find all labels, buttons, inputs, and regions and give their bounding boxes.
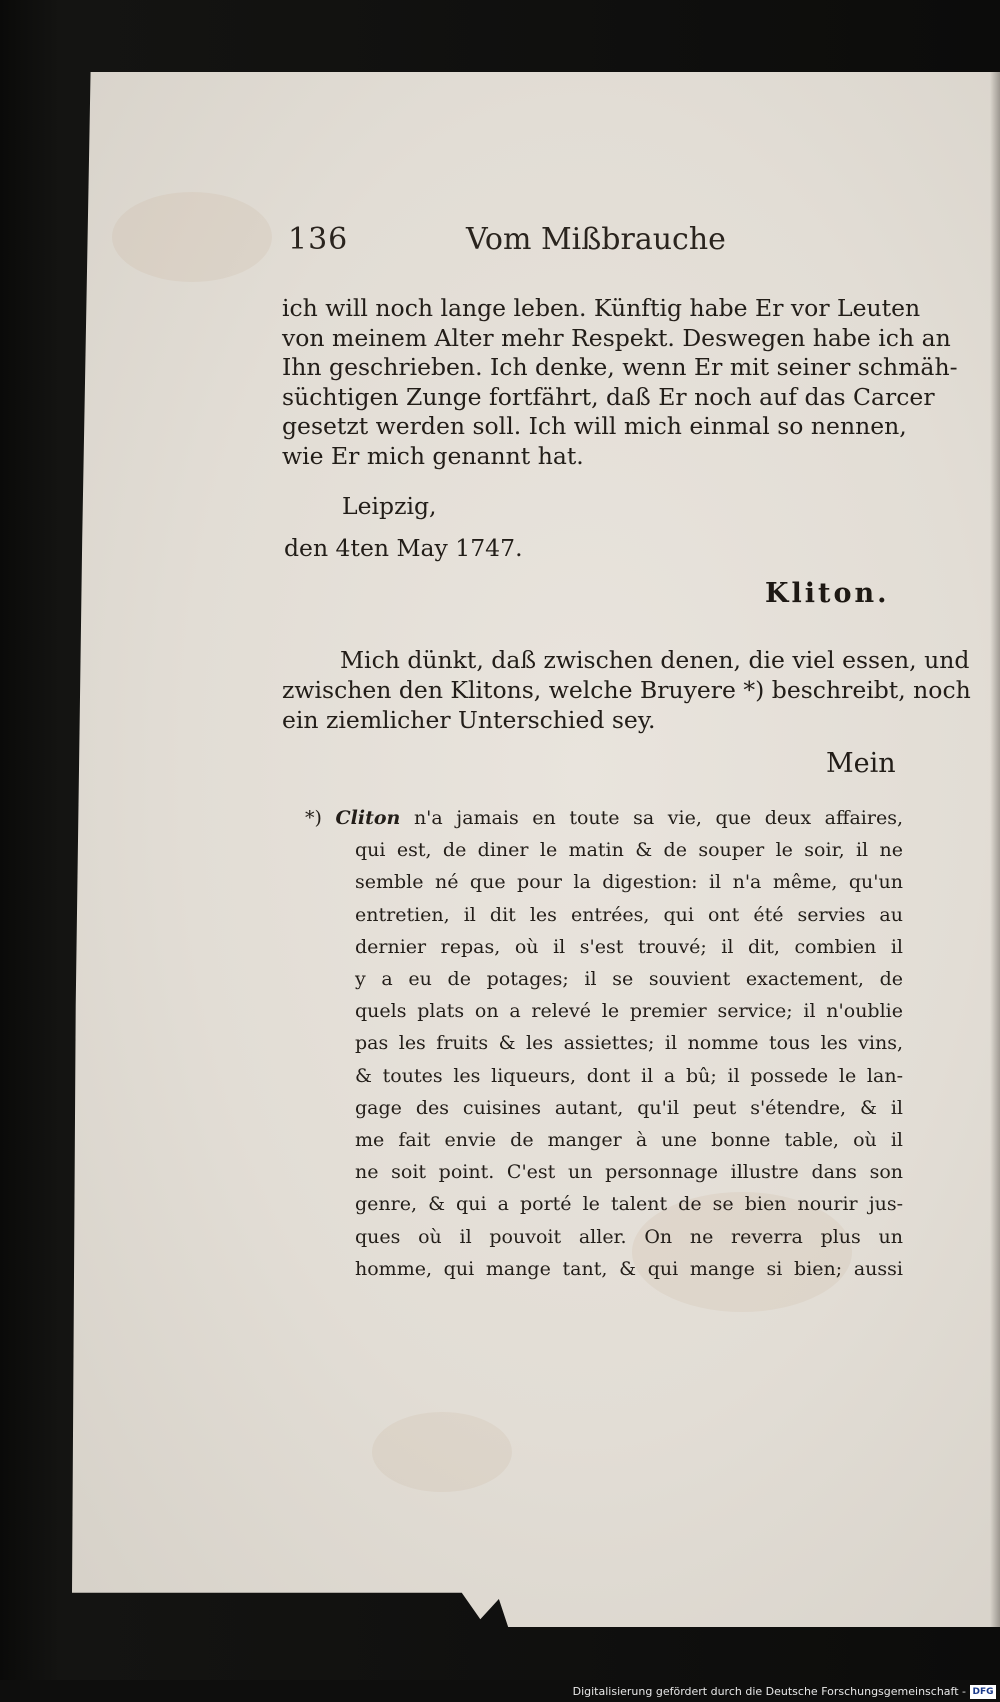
footnote-line: dernier repas, où il s'est trouvé; il dit, combien il [355,935,903,958]
footnote-name: Cliton [335,807,401,829]
catchword: Mein [826,748,896,779]
page-number: 136 [288,222,349,257]
footnote-line: genre, & qui a porté le talent de se bien nourir jus- [355,1193,903,1216]
commentary-paragraph [282,645,971,735]
footnote-line: y a eu de potages; il se souvient exactement, de [355,968,903,991]
footnote-first-line [305,802,903,834]
footnote-line: gage des cuisines autant, qu'il peut s'étendre, & il [355,1096,903,1119]
footnote-line: qui est, de diner le matin & de souper le soir, il ne [355,839,903,862]
running-head [288,222,916,262]
text-line: ich will noch lange leben. Künftig habe Er vor Leuten [282,294,921,322]
footnote-line: entretien, il dit les entrées, qui ont été servies au [355,903,903,926]
letter-date: den 4ten May 1747. [284,534,523,562]
footnote-line: ques où il pouvoit aller. On ne reverra plus un [355,1225,903,1248]
text-line: von meinem Alter mehr Respekt. Deswegen habe ich an [282,323,951,352]
footnote-line: quels plats on a relevé le premier service; il n'oublie [355,1000,903,1023]
text-line: Ihn geschrieben. Ich denke, wenn Er mit seiner schmäh- [282,353,958,381]
footnote-line: & toutes les liqueurs, dont il a bû; il possede le lan- [355,1064,903,1087]
funding-credit: Digitalisierung gefördert durch die Deutsche Forschungsgemeinschaft - [572,1685,966,1698]
letter-place: Leipzig, [342,492,437,520]
text-line: wie Er mich genannt hat. [282,441,584,470]
credit-bar [0,1680,1000,1702]
footnote-line: pas les fruits & les assiettes; il nomme tous les vins, [355,1032,903,1055]
footnote-line: homme, qui mange tant, & qui mange si bien; aussi [355,1257,903,1280]
paper-stain [372,1412,512,1492]
footnote-line: ne soit point. C'est un personnage illustre dans son [355,1161,903,1184]
running-title: Vom Mißbrauche [466,222,726,257]
letter-signature: Kliton. [765,578,890,609]
text-line: zwischen den Klitons, welche Bruyere *) beschreibt, noch [282,676,971,704]
footnote-line: me fait envie de manger à une bonne table, où il [355,1129,903,1152]
paper-stain [112,192,272,282]
dfg-logo-icon: DFG [970,1685,996,1699]
footnote-text: n'a jamais en toute sa vie, que deux affaires, [413,807,903,829]
text-line: Mich dünkt, daß zwischen denen, die viel essen, und [340,646,970,674]
footnote-line: semble né que pour la digestion: il n'a même, qu'un [355,871,903,894]
text-line: gesetzt werden soll. Ich will mich einmal so nennen, [282,412,907,440]
footnote-marker: *) [305,807,322,829]
letter-body [282,294,958,471]
footnote [305,802,903,1285]
text-line: süchtigen Zunge fortfährt, daß Er noch auf das Carcer [282,382,935,411]
text-line: ein ziemlicher Unterschied sey. [282,706,656,734]
